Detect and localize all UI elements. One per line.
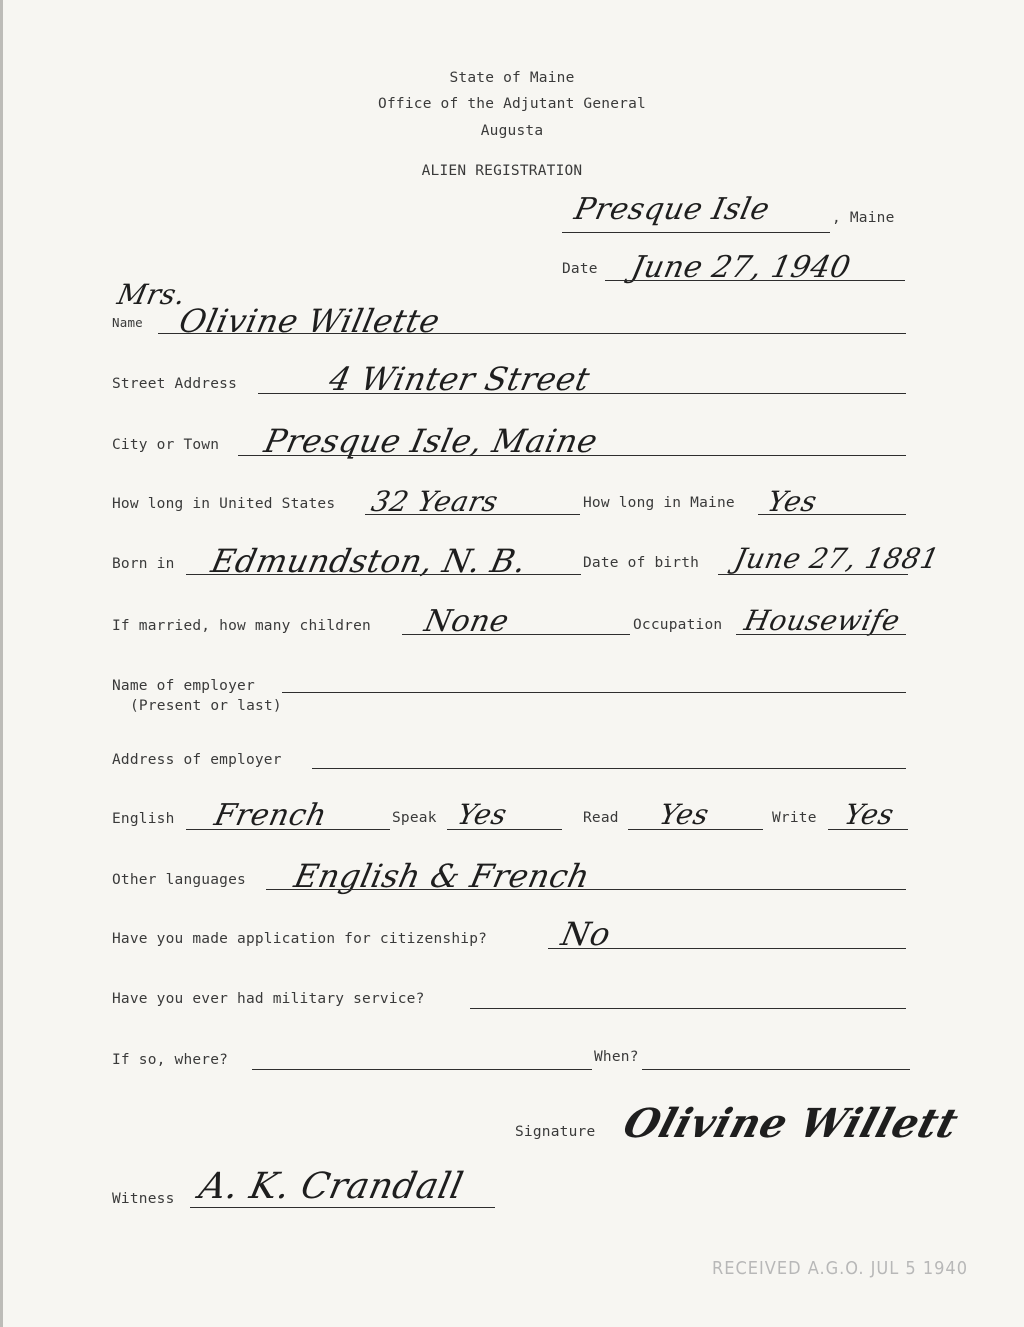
how-long-maine-label: How long in Maine [583,495,735,511]
name-line [158,333,906,334]
english-line [186,829,390,830]
town-line [562,232,830,233]
name-prefix: Mrs. [114,278,189,311]
military-label: Have you ever had military service? [112,991,425,1007]
when-line [642,1069,910,1070]
children-line [402,634,630,635]
dob-label: Date of birth [583,555,700,571]
employer-name-label: Name of employer [112,678,255,694]
employer-name-sublabel: (Present or last) [130,698,282,714]
employer-name-line [282,692,906,693]
date-line [605,280,905,281]
page-edge [0,0,3,1327]
occupation-value: Housewife [741,604,904,637]
occupation-label: Occupation [633,617,723,633]
how-long-us-value: 32 Years [368,485,502,518]
dob-value: June 27, 1881 [731,542,943,575]
header-state: State of Maine [449,70,575,86]
how-long-maine-line [758,514,906,515]
witness-line [190,1207,495,1208]
form-title: ALIEN REGISTRATION [421,163,583,179]
how-long-maine-value: Yes [764,485,821,518]
citizenship-value: No [557,915,615,953]
witness-label: Witness [112,1191,175,1207]
employer-address-line [312,768,906,769]
citizenship-label: Have you made application for citizenship? [112,931,488,947]
write-line [828,829,908,830]
children-label: If married, how many children [112,618,371,634]
name-label: Name [112,315,143,330]
where-line [252,1069,592,1070]
speak-label: Speak [392,810,437,826]
speak-line [447,829,562,830]
signature-label: Signature [515,1124,596,1140]
dob-line [718,574,908,575]
where-label: If so, where? [112,1052,229,1068]
how-long-us-label: How long in United States [112,496,336,512]
write-label: Write [772,810,817,826]
when-label: When? [594,1049,639,1065]
speak-value: Yes [454,798,511,831]
how-long-us-line [365,514,580,515]
date-label: Date [562,261,598,277]
name-value: Olivine Willette [175,302,444,340]
born-in-line [186,574,581,575]
born-in-label: Born in [112,556,175,572]
occupation-line [736,634,906,635]
english-label: English [112,811,175,827]
read-value: Yes [656,798,713,831]
citizenship-line [548,948,906,949]
other-languages-line [266,889,906,890]
header-office: Office of the Adjutant General [378,96,646,112]
street-line [258,393,906,394]
street-value: 4 Winter Street [325,360,594,398]
town-value: Presque Isle [571,192,773,227]
witness-value: A. K. Crandall [195,1166,467,1207]
state-suffix: , Maine [832,210,895,226]
write-value: Yes [841,798,898,831]
read-line [628,829,763,830]
city-value: Presque Isle, Maine [260,422,602,460]
header-city: Augusta [480,123,544,139]
date-value: June 27, 1940 [628,250,854,285]
children-value: None [421,604,513,639]
other-languages-value: English & French [290,857,594,895]
english-value: French [211,798,331,833]
employer-address-label: Address of employer [112,752,282,768]
read-label: Read [583,810,619,826]
city-line [238,455,906,456]
born-in-value: Edmundston, N. B. [207,542,530,580]
other-languages-label: Other languages [112,872,246,888]
street-label: Street Address [112,376,238,392]
city-label: City or Town [112,437,220,453]
signature-value: Olivine Willett [618,1100,964,1147]
military-line [470,1008,906,1009]
received-stamp: RECEIVED A.G.O. JUL 5 1940 [712,1258,969,1279]
